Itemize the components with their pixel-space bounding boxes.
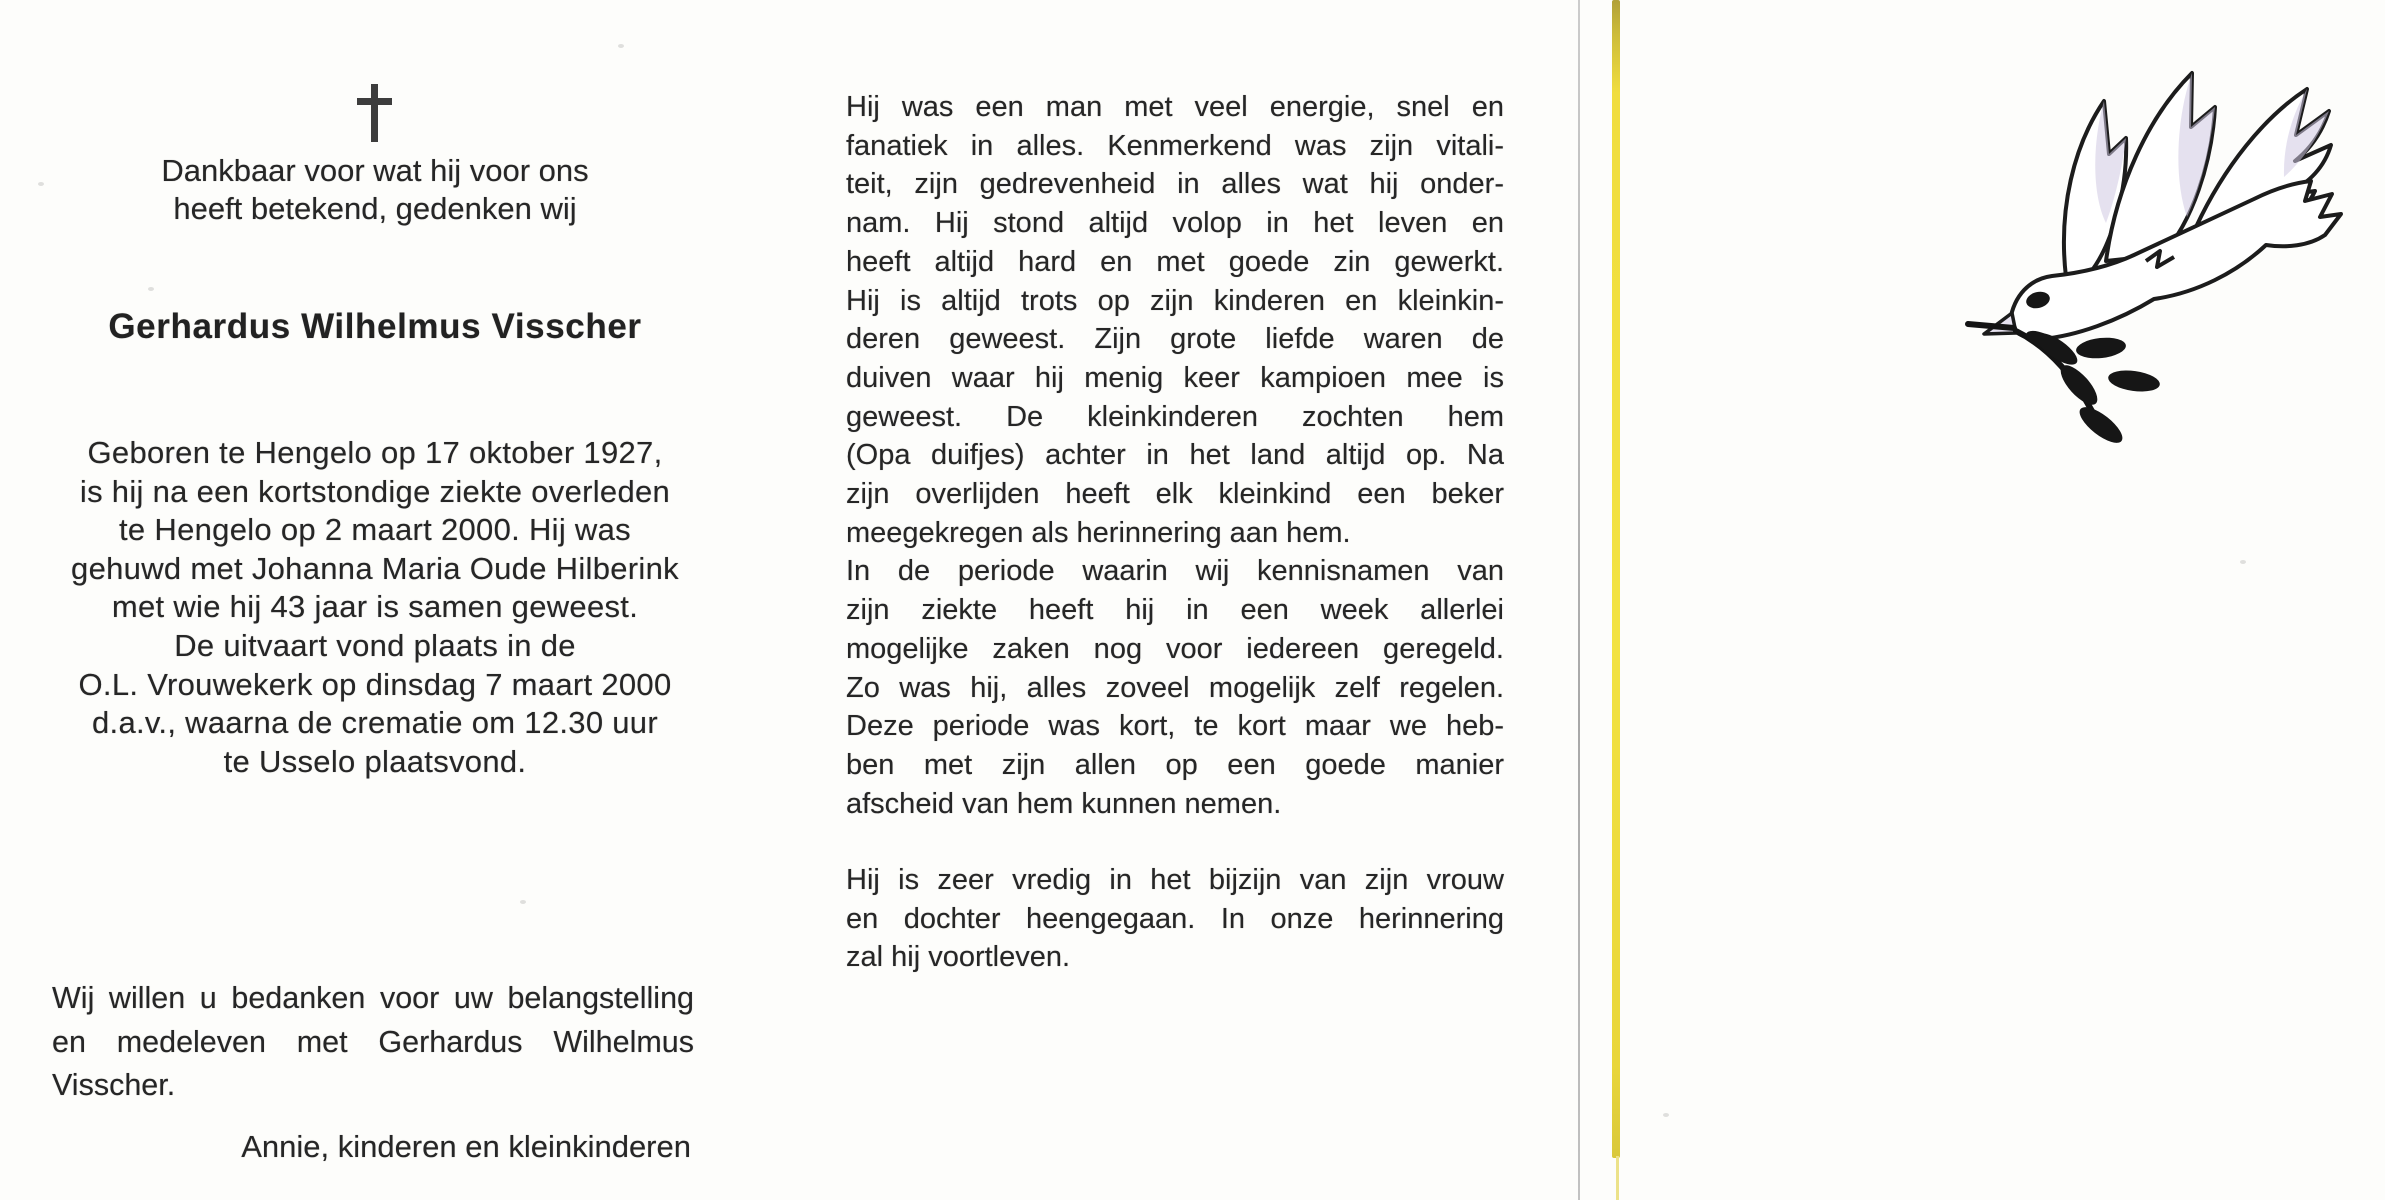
text-line: duiven waar hij menig keer kampioen mee is: [846, 361, 1504, 394]
text-line: fanatiek in alles. Kenmerkend was zijn vitali-: [846, 129, 1504, 162]
text-line: te Hengelo op 2 maart 2000. Hij was: [119, 512, 631, 548]
dedication-text: [55, 152, 695, 228]
text-line: (Opa duifjes) achter in het land altijd op. Na: [846, 439, 1504, 472]
fold-edge-line: [1612, 0, 1620, 1158]
scan-speckle: [148, 287, 154, 291]
text-line: ben met zijn allen op een goede manier: [846, 748, 1504, 781]
text-line: Zo was hij, alles zoveel mogelijk zelf regelen.: [846, 671, 1504, 704]
text-line: gehuwd met Johanna Maria Oude Hilberink: [71, 550, 679, 586]
deceased-name: Gerhardus Wilhelmus Visscher: [108, 307, 642, 346]
olive-leaf: [2107, 367, 2161, 394]
text-line: en dochter heengegaan. In onze herinnering: [846, 902, 1504, 935]
text-line: O.L. Vrouwekerk op dinsdag 7 maart 2000: [78, 666, 672, 702]
scan-speckle: [618, 44, 624, 48]
olive-leaf: [2074, 401, 2127, 449]
scan-speckle: [520, 900, 526, 904]
text-line: De uitvaart vond plaats in de: [174, 627, 576, 663]
signature-line: Annie, kinderen en kleinkinderen: [241, 1129, 691, 1164]
text-line: mogelijke zaken nog voor iedereen geregeld.: [846, 632, 1504, 665]
text-line: zijn overlijden heeft elk kleinkind een beker: [846, 478, 1504, 511]
text-line: Hij was een man met veel energie, snel en: [846, 91, 1504, 123]
text-line: Geboren te Hengelo op 17 oktober 1927,: [87, 435, 663, 470]
text-line: Dankbaar voor wat hij voor ons: [161, 153, 589, 188]
biography-text: [55, 434, 695, 781]
cross-horizontal-bar: [357, 98, 392, 105]
scan-speckle: [38, 182, 44, 186]
text-line: Wij willen u bedanken voor uw belangstelling: [52, 981, 694, 1015]
cross-vertical-bar: [371, 84, 378, 142]
text-line: Deze periode was kort, te kort maar we heb-: [846, 710, 1504, 743]
eulogy-paragraph-1: [846, 88, 1504, 823]
fold-edge-line-tail: [1616, 1156, 1619, 1200]
eulogy-paragraph-2: [846, 861, 1504, 977]
text-line: d.a.v., waarna de crematie om 12.30 uur: [92, 705, 658, 741]
text-line: afscheid van hem kunnen nemen.: [846, 787, 1282, 820]
text-line: heeft betekend, gedenken wij: [173, 191, 577, 226]
dove-illustration: [1958, 46, 2350, 456]
text-line: meegekregen als herinnering aan hem.: [846, 516, 1351, 549]
text-line: zijn ziekte heeft hij in een week allerlei: [846, 594, 1504, 627]
text-line: heeft altijd hard en met goede zin gewerkt.: [846, 245, 1504, 278]
scan-speckle: [2240, 560, 2246, 564]
text-line: met wie hij 43 jaar is samen geweest.: [111, 589, 639, 625]
olive-leaf: [2055, 360, 2103, 411]
text-line: zal hij voortleven.: [846, 941, 1071, 974]
text-line: nam. Hij stond altijd volop in het leven en: [846, 207, 1504, 240]
text-line: te Usselo plaatsvond.: [223, 743, 527, 779]
olive-branch-stick: [1968, 324, 2014, 328]
page-crease-line: [1578, 0, 1580, 1200]
acknowledgement-text: [52, 977, 694, 1108]
text-line: Hij is altijd trots op zijn kinderen en kleinkin-: [846, 284, 1504, 317]
text-line: en medeleven met Gerhardus Wilhelmus: [52, 1024, 694, 1059]
cross-icon: [344, 84, 404, 146]
text-line: In de periode waarin wij kennisnamen van: [846, 555, 1504, 588]
olive-leaf: [2075, 335, 2127, 360]
text-line: deren geweest. Zijn grote liefde waren de: [846, 323, 1504, 356]
text-line: Visscher.: [52, 1068, 176, 1102]
text-line: teit, zijn gedrevenheid in alles wat hij onder-: [846, 168, 1504, 201]
text-line: Hij is zeer vredig in het bijzijn van zijn vrouw: [846, 864, 1504, 896]
text-line: is hij na een kortstondige ziekte overleden: [79, 473, 671, 509]
text-line: geweest. De kleinkinderen zochten hem: [846, 400, 1504, 433]
scan-speckle: [1663, 1113, 1669, 1117]
